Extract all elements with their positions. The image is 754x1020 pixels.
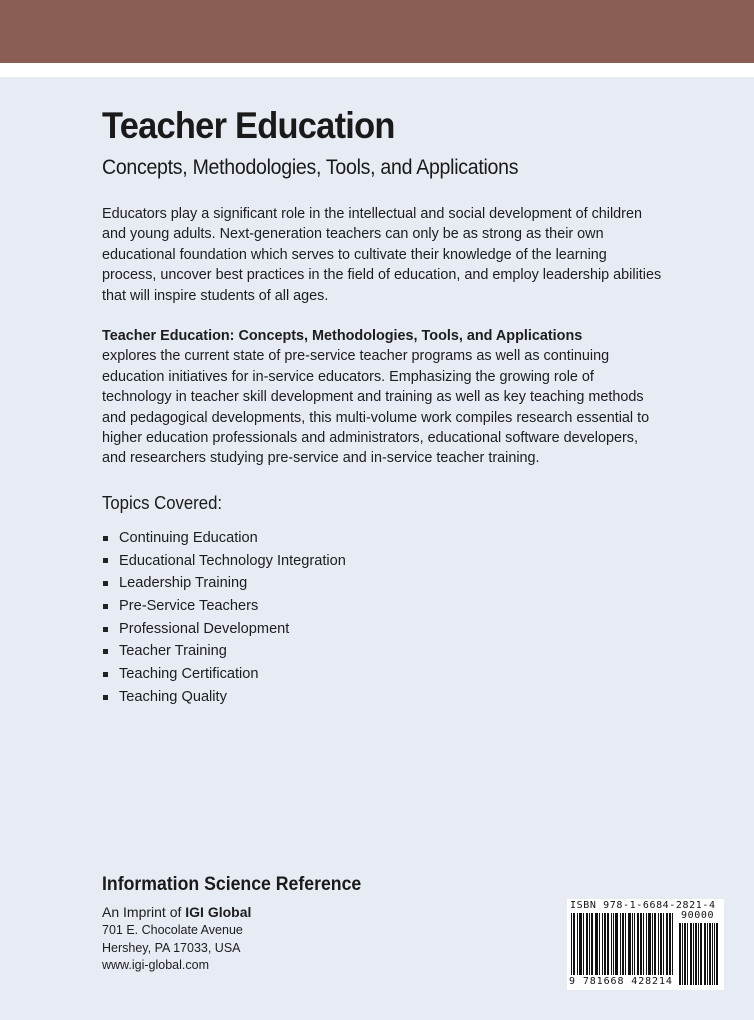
topic-label: Teacher Training — [119, 643, 227, 660]
imprint-company: IGI Global — [185, 904, 252, 920]
publisher-block — [102, 873, 502, 975]
description-paragraph-2-text: explores the current state of pre-service teacher programs as well as continuing education initiatives for in-service educators. Emphasizing the growing role of technology in teacher skill development and training as well as key teaching methods and pedagogical developments, this multi-volume work compiles research essential to higher education professionals and administrators, educational software developers, and researchers studying pre-service and in-service teacher training. — [102, 348, 650, 467]
topic-label: Teaching Quality — [119, 688, 227, 705]
topic-label: Continuing Education — [119, 529, 258, 546]
list-item — [102, 663, 662, 686]
book-subtitle: Concepts, Methodologies, Tools, and Applications — [102, 156, 519, 179]
back-cover-content — [102, 102, 662, 709]
topic-label: Educational Technology Integration — [119, 552, 346, 569]
white-divider-strip — [0, 63, 754, 77]
list-item — [102, 527, 662, 550]
square-bullet-icon — [103, 695, 108, 700]
square-bullet-icon — [103, 536, 108, 541]
description-paragraph-2 — [102, 326, 662, 469]
square-bullet-icon — [103, 627, 108, 632]
barcode-digits: 9 781668 428214 — [569, 976, 673, 987]
list-item — [102, 640, 662, 663]
topic-label: Pre-Service Teachers — [119, 597, 259, 614]
topics-heading: Topics Covered: — [102, 492, 223, 513]
description-paragraph-1: Educators play a significant role in the intellectual and social development of children and young adults. Next-generation teachers can only be as strong as their own educational foundation which serves to cultivate their knowledge of the learning process, uncover best practices in the field of education, and employ leadership abilities that will inspire students of all ages. — [102, 206, 662, 304]
address-line-2: Hershey, PA 17033, USA — [102, 940, 241, 955]
isbn-label: ISBN 978-1-6684-2821-4 — [570, 900, 716, 911]
square-bullet-icon — [103, 604, 108, 609]
list-item — [102, 550, 662, 573]
square-bullet-icon — [103, 581, 108, 586]
book-title-inline: Teacher Education: Concepts, Methodologies, Tools, and Applications — [102, 328, 583, 345]
topic-label: Professional Development — [119, 620, 290, 637]
isbn-barcode — [567, 899, 724, 990]
square-bullet-icon — [103, 649, 108, 654]
list-item — [102, 618, 662, 641]
top-color-band — [0, 0, 754, 63]
square-bullet-icon — [103, 558, 108, 563]
publisher-name: Information Science Reference — [102, 874, 362, 895]
book-title: Teacher Education — [102, 105, 395, 146]
list-item — [102, 686, 662, 709]
square-bullet-icon — [103, 672, 108, 677]
imprint-line — [102, 903, 502, 922]
price-code: 90000 — [681, 910, 715, 921]
topics-list — [102, 527, 662, 709]
list-item — [102, 572, 662, 595]
topic-label: Leadership Training — [119, 575, 248, 592]
imprint-prefix: An Imprint of — [102, 904, 186, 920]
address-line-1: 701 E. Chocolate Avenue — [102, 923, 243, 937]
publisher-website: www.igi-global.com — [102, 958, 209, 972]
topic-label: Teaching Certification — [119, 666, 259, 683]
list-item — [102, 595, 662, 618]
